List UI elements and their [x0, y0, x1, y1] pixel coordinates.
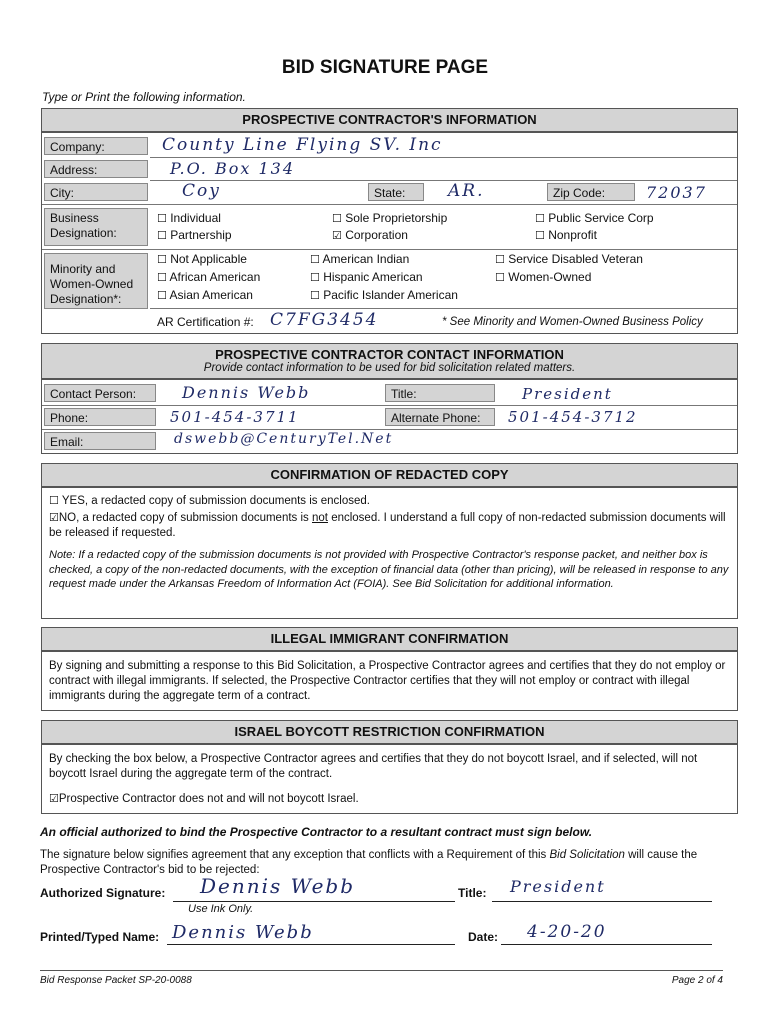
minority-option-hispanic-american[interactable]: ☐ Hispanic American [310, 270, 423, 284]
sig-title-line [492, 901, 712, 902]
email-value[interactable]: dswebb@CenturyTel.Net [174, 431, 394, 447]
business-option-sole-proprietorship[interactable]: ☐ Sole Proprietorship [332, 211, 448, 225]
ar-cert-value[interactable]: C7FG3454 [270, 310, 379, 330]
policy-note: * See Minority and Women-Owned Business Policy [442, 316, 703, 328]
redacted-yes-option[interactable] [49, 493, 370, 509]
state-label: State: [368, 183, 424, 201]
contact-info-heading [41, 343, 738, 379]
business-option-individual[interactable]: ☐ Individual [157, 211, 221, 225]
title-value[interactable]: President [522, 385, 613, 403]
minority-underline [150, 308, 737, 309]
instruction-text: Type or Print the following information. [42, 90, 246, 104]
contact-person-value[interactable]: Dennis Webb [182, 383, 311, 402]
printed-name-line [167, 944, 455, 945]
business-underline [42, 249, 737, 250]
auth-signature-value[interactable]: Dennis Webb [200, 874, 356, 898]
minority-option-african-american[interactable]: ☐ African American [157, 270, 261, 284]
minority-label: Minority and Women-Owned Designation*: [44, 253, 148, 309]
alt-phone-value[interactable]: 501-454-3712 [508, 408, 638, 426]
redacted-note: Note: If a redacted copy of the submission documents is not provided with Prospective Contractor's response packet, and neither box is checked, a copy of the non-redacted documents, with the exception of financial data (other than pricing), will be released in response to any request made under the Arkansas Freedom of Information Act (FOIA). See Bid Solicitation for additional information. [49, 549, 729, 590]
israel-text: By checking the box below, a Prospective Contractor agrees and certifies that they do not boycott Israel, and if selected, will not boycott Israel during the aggregate term of the contract. [49, 753, 698, 780]
no-checkbox-icon[interactable]: ☑ [49, 511, 59, 524]
israel-checkbox[interactable] [49, 791, 359, 807]
immigrant-heading: ILLEGAL IMMIGRANT CONFIRMATION [41, 627, 738, 651]
israel-heading: ISRAEL BOYCOTT RESTRICTION CONFIRMATION [41, 720, 738, 744]
redacted-heading: CONFIRMATION OF REDACTED COPY [41, 463, 738, 487]
company-label: Company: [44, 137, 148, 155]
immigrant-box [41, 651, 738, 711]
contractor-info-box [41, 132, 738, 334]
date-line [501, 944, 712, 945]
phone-value[interactable]: 501-454-3711 [170, 408, 300, 426]
page-title: BID SIGNATURE PAGE [281, 57, 489, 78]
email-label: Email: [44, 432, 156, 450]
redacted-no-text-a: NO, a redacted copy of submission documents is [58, 512, 312, 524]
minority-option-pacific-islander-american[interactable]: ☐ Pacific Islander American [310, 288, 458, 302]
business-option-corporation[interactable]: ☑ Corporation [332, 228, 408, 242]
address-value[interactable]: P.O. Box 134 [170, 159, 295, 178]
redacted-no-option[interactable] [49, 510, 729, 541]
ar-cert-label: AR Certification #: [157, 315, 254, 329]
minority-option-american-indian[interactable]: ☐ American Indian [310, 252, 410, 266]
phone-underline [42, 429, 737, 430]
date-value[interactable]: 4-20-20 [527, 922, 607, 942]
address-label: Address: [44, 160, 148, 178]
printed-name-label: Printed/Typed Name: [40, 930, 160, 944]
city-label: City: [44, 183, 148, 201]
contact-underline [42, 405, 737, 406]
city-underline [42, 204, 737, 205]
zip-value[interactable]: 72037 [646, 183, 707, 202]
minority-option-women-owned[interactable]: ☐ Women-Owned [495, 270, 592, 284]
company-underline [150, 157, 737, 158]
footer-right: Page 2 of 4 [671, 975, 723, 986]
contact-subheading: Provide contact information to be used for bid solicitation related matters. [203, 362, 576, 374]
redacted-no-text-not: not [312, 512, 328, 524]
contact-heading-text: PROSPECTIVE CONTRACTOR CONTACT INFORMATION [215, 347, 564, 362]
israel-box [41, 744, 738, 814]
business-option-nonprofit[interactable]: ☐ Nonprofit [535, 228, 597, 242]
israel-checkbox-text: Prospective Contractor does not and will not boycott Israel. [58, 793, 359, 805]
contact-person-label: Contact Person: [44, 384, 156, 402]
address-underline [150, 180, 737, 181]
contractor-info-heading: PROSPECTIVE CONTRACTOR'S INFORMATION [41, 108, 738, 132]
auth-signature-label: Authorized Signature: [40, 886, 166, 900]
business-option-public-service-corp[interactable]: ☐ Public Service Corp [535, 211, 654, 225]
official-text: An official authorized to bind the Prospective Contractor to a resultant contract must sign below. [40, 825, 593, 839]
israel-checkbox-icon[interactable]: ☑ [49, 792, 59, 805]
agreement-text-b: will cause the Prospective Contractor's bid to be rejected: [40, 849, 698, 876]
minority-option-asian-american[interactable]: ☐ Asian American [157, 288, 253, 302]
redacted-box [41, 487, 738, 619]
agreement-text-a: The signature below signifies agreement that any exception that conflicts with a Requirement of this [40, 849, 550, 861]
redacted-yes-text: YES, a redacted copy of submission documents is enclosed. [61, 495, 370, 507]
contact-info-box [41, 379, 738, 454]
agreement-text [40, 848, 730, 878]
sig-title-label: Title: [458, 886, 487, 900]
zip-label: Zip Code: [547, 183, 635, 201]
agreement-text-italic: Bid Solicitation [549, 849, 625, 861]
state-value[interactable]: AR. [448, 181, 485, 201]
yes-checkbox-icon[interactable]: ☐ [49, 494, 59, 507]
footer-left: Bid Response Packet SP-20-0088 [40, 975, 192, 986]
footer-rule [40, 970, 723, 971]
date-label: Date: [468, 930, 499, 944]
business-option-partnership[interactable]: ☐ Partnership [157, 228, 232, 242]
redacted-no-text-b: enclosed. I understand a full copy of non-redacted submission documents will be released if requested. [49, 512, 726, 539]
company-value[interactable]: County Line Flying SV. Inc [162, 135, 443, 155]
printed-name-value[interactable]: Dennis Webb [172, 922, 314, 943]
city-value[interactable]: Coy [182, 181, 221, 201]
business-label: Business Designation: [44, 208, 148, 246]
title-label: Title: [385, 384, 495, 402]
minority-option-not-applicable[interactable]: ☐ Not Applicable [157, 252, 247, 266]
minority-option-service-disabled-veteran[interactable]: ☐ Service Disabled Veteran [495, 252, 643, 266]
phone-label: Phone: [44, 408, 156, 426]
immigrant-text: By signing and submitting a response to this Bid Solicitation, a Prospective Contractor agrees and certifies that they do not employ or contract with illegal immigrants. If selected, the Prospective Contractor certifies that they will not employ or contract with illegal immigrants during the aggregate term of a contract. [49, 660, 726, 702]
alt-phone-label: Alternate Phone: [385, 408, 495, 426]
ink-note: Use Ink Only. [188, 903, 254, 915]
sig-title-value[interactable]: President [510, 877, 606, 896]
